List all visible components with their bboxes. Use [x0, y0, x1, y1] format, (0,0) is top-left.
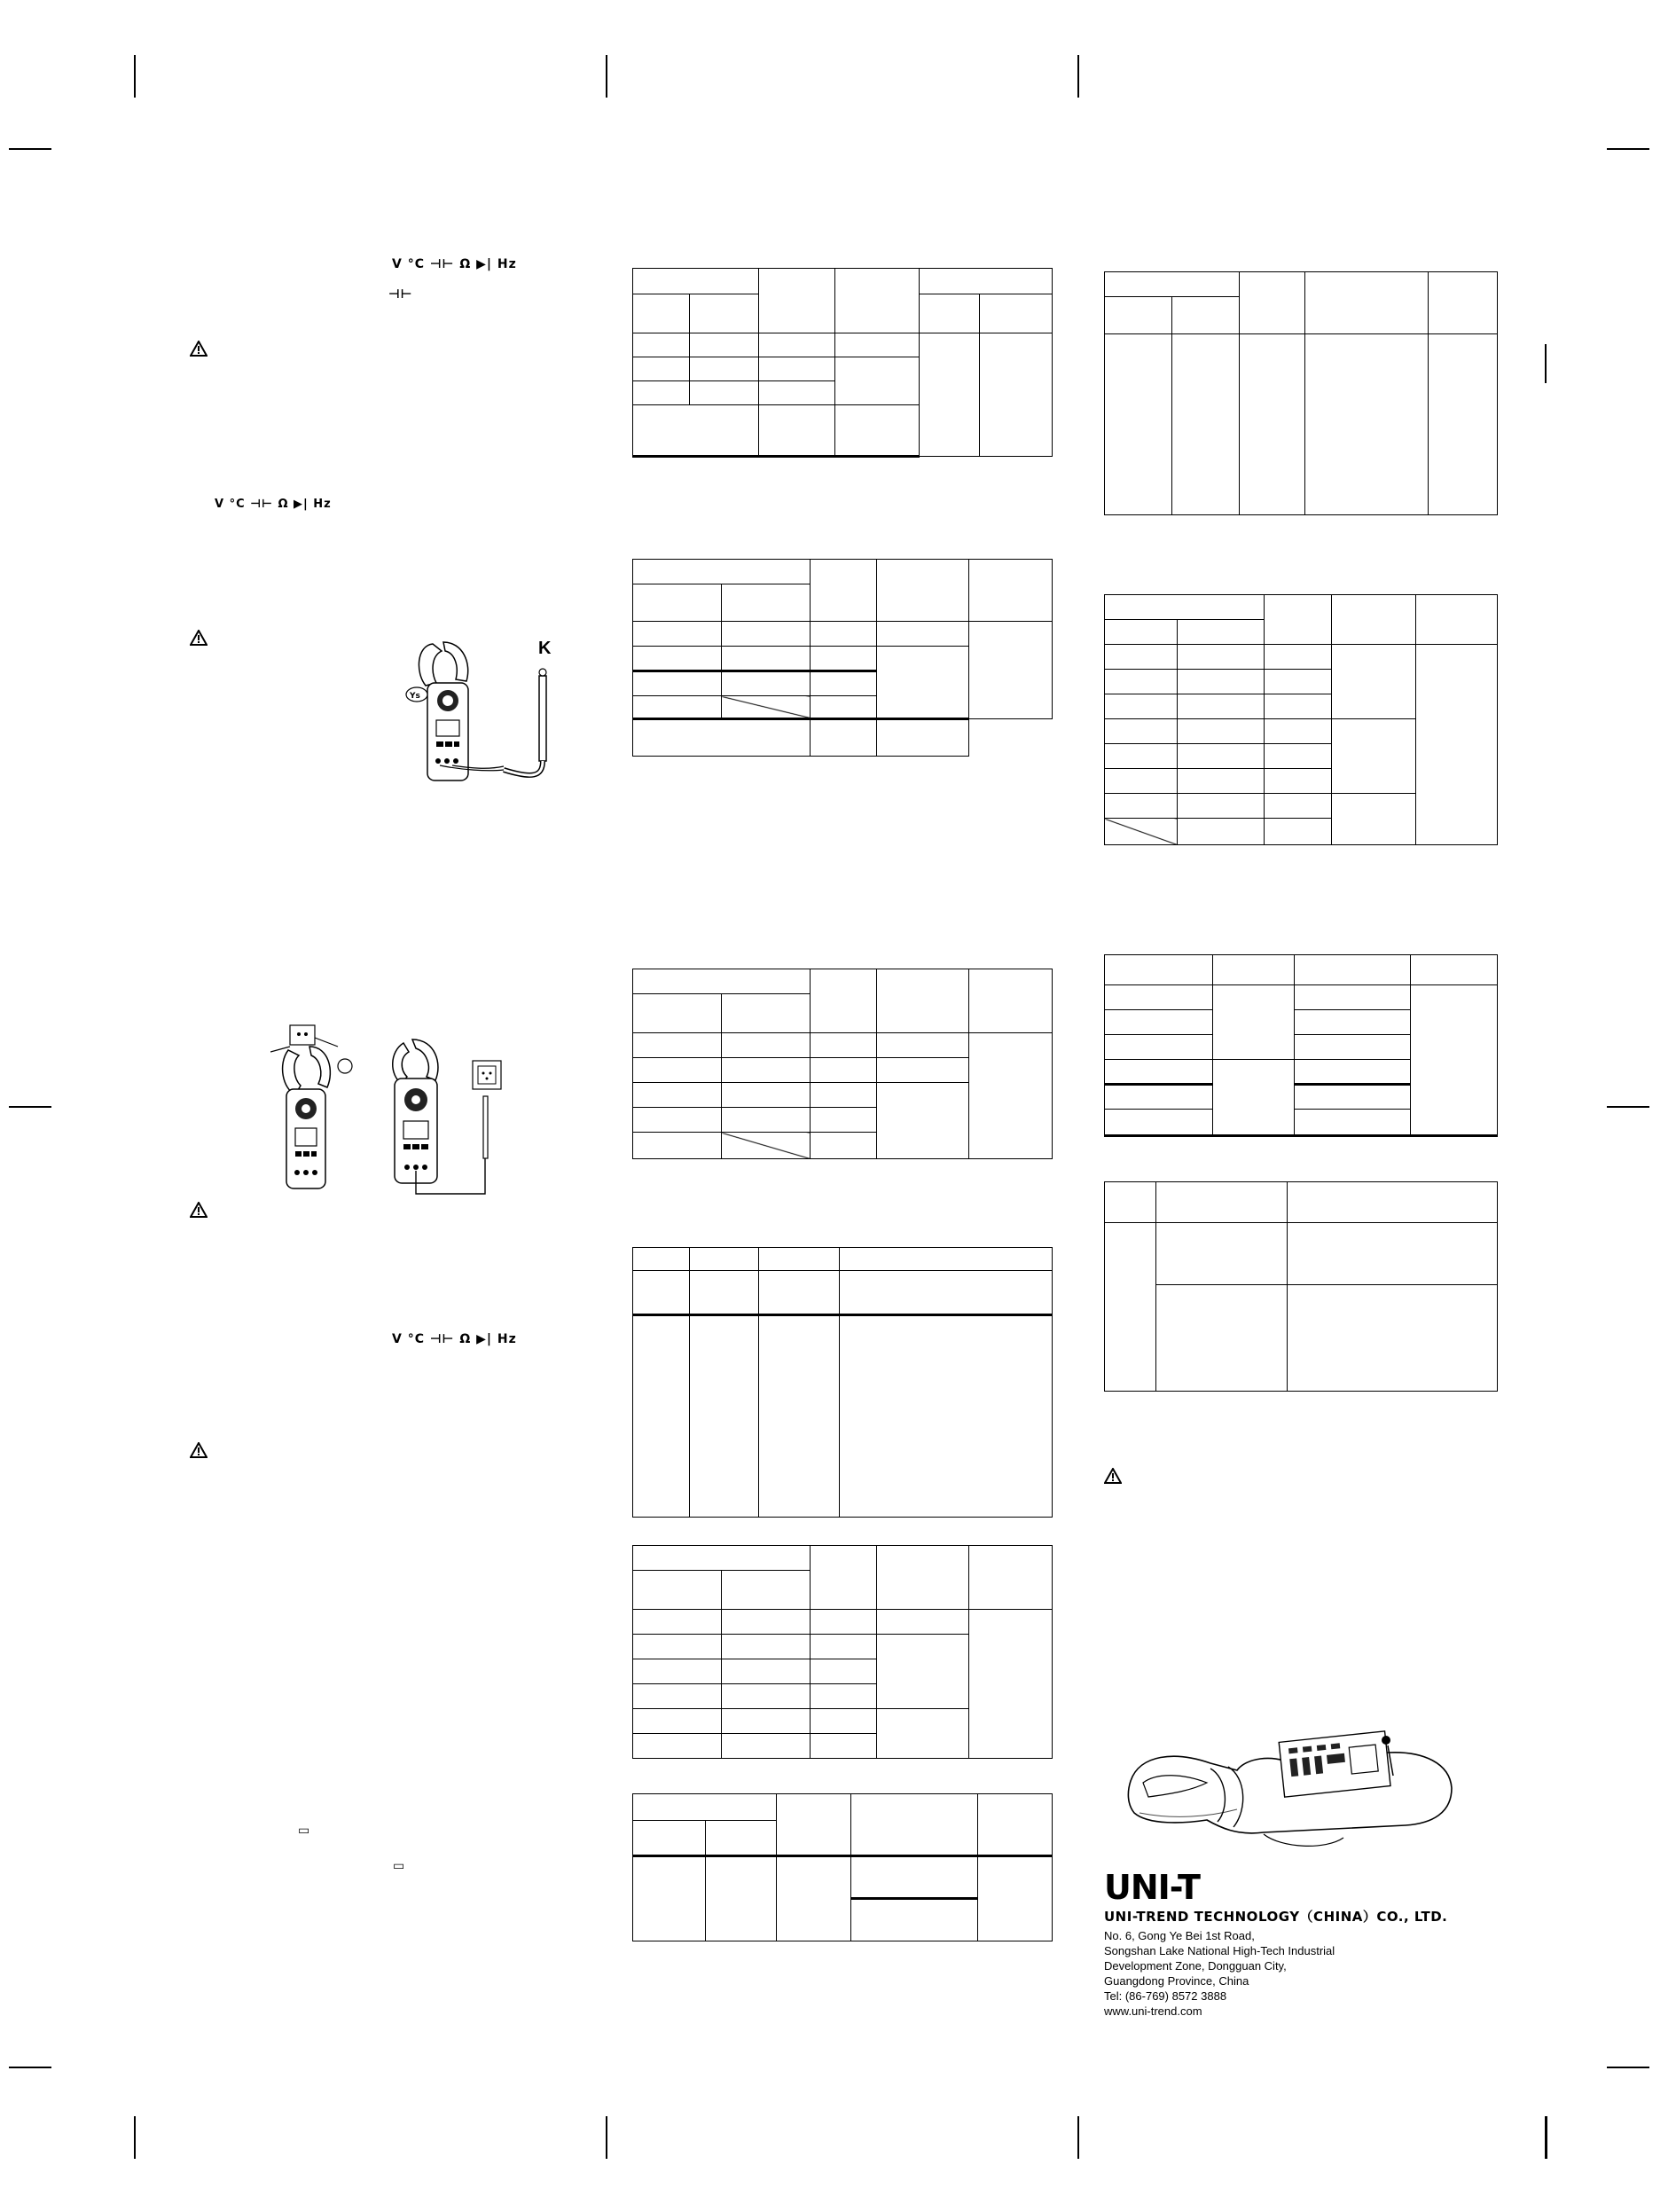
crop-mark — [9, 2067, 51, 2068]
company-name: UNI-TREND TECHNOLOGY（CHINA）CO., LTD. — [1104, 1909, 1448, 1925]
battery-symbol: ▭ — [298, 1824, 311, 1838]
spec-table — [1104, 594, 1498, 845]
crop-mark — [606, 2116, 607, 2159]
warning-triangle-icon — [190, 341, 208, 357]
battery-replacement-figure — [1122, 1728, 1459, 1861]
spec-table — [632, 1793, 1053, 1941]
function-symbols: V °C ⊣⊢ Ω ▶| Hz — [392, 257, 517, 271]
warning-triangle-icon — [1104, 1468, 1122, 1484]
warning-triangle-icon — [190, 1202, 208, 1218]
battery-symbol: ▭ — [393, 1859, 406, 1873]
warning-triangle-icon — [190, 1442, 208, 1458]
svg-text:Ys: Ys — [410, 692, 420, 701]
clamp-meter-thermocouple-figure — [390, 637, 568, 788]
website-link[interactable]: www.uni-trend.com — [1104, 2004, 1202, 2018]
address-line: No. 6, Gong Ye Bei 1st Road, — [1104, 1929, 1255, 1942]
crop-mark — [1545, 2116, 1547, 2159]
spec-table — [632, 268, 1053, 458]
crop-mark — [134, 2116, 136, 2159]
spec-table — [632, 559, 1053, 757]
crop-mark — [1545, 344, 1547, 383]
crop-mark — [9, 1106, 51, 1108]
crop-mark — [1607, 148, 1649, 150]
brand-logo: UNI-T — [1104, 1868, 1200, 1907]
crop-mark — [134, 55, 136, 98]
function-symbols: V °C ⊣⊢ Ω ▶| Hz — [392, 1332, 517, 1346]
spec-table — [632, 1247, 1053, 1518]
spec-table — [1104, 271, 1498, 515]
spec-table — [632, 1545, 1053, 1759]
capacitor-symbol: ⊣⊢ — [388, 287, 413, 302]
crop-mark — [1077, 2116, 1079, 2159]
crop-mark — [1607, 2067, 1649, 2068]
address-line: Development Zone, Dongguan City, — [1104, 1959, 1287, 1973]
company-address — [1104, 1928, 1335, 2019]
spec-table — [1104, 1181, 1498, 1392]
address-line: Songshan Lake National High-Tech Industrial — [1104, 1944, 1335, 1957]
spec-table — [1104, 954, 1498, 1137]
crop-mark — [1077, 55, 1079, 98]
crop-mark — [9, 148, 51, 150]
crop-mark — [1607, 1106, 1649, 1108]
address-line: Tel: (86-769) 8572 3888 — [1104, 1989, 1227, 2003]
thermocouple-label: K — [538, 639, 552, 658]
spec-table — [632, 969, 1053, 1159]
clamp-meter-measurement-figure — [270, 1020, 519, 1197]
warning-triangle-icon — [190, 630, 208, 646]
function-symbols: V °C ⊣⊢ Ω ▶| Hz — [215, 498, 332, 511]
address-line: Guangdong Province, China — [1104, 1974, 1249, 1988]
crop-mark — [606, 55, 607, 98]
